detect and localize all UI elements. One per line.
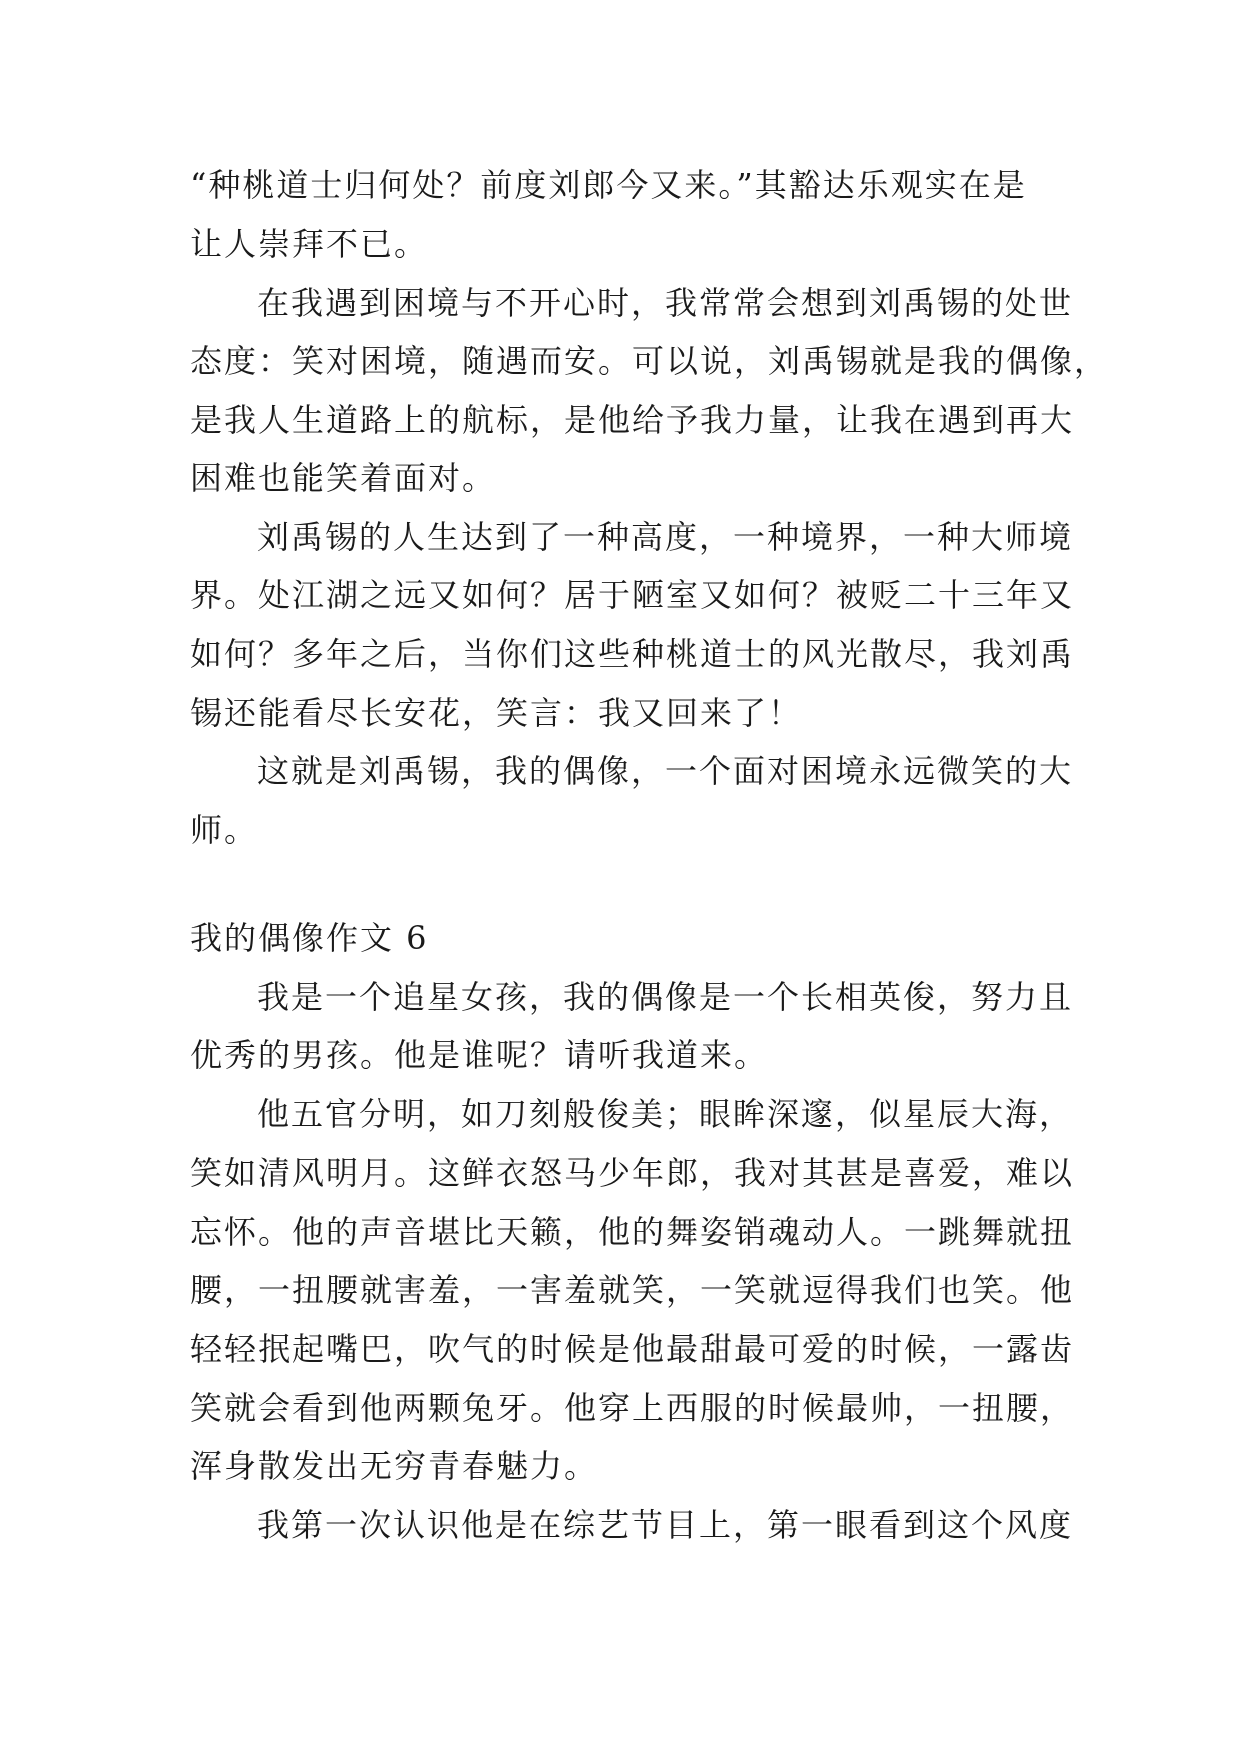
text-line: 笑就会看到他两颗兔牙。他穿上西服的时候最帅，一扭腰， [190, 1389, 1075, 1427]
text-line: 腰，一扭腰就害羞，一害羞就笑，一笑就逗得我们也笑。他 [190, 1271, 1075, 1309]
text-line: 忘怀。他的声音堪比天籁，他的舞姿销魂动人。一跳舞就扭 [190, 1213, 1075, 1251]
text-line: 他五官分明，如刀刻般俊美；眼眸深邃，似星辰大海， [257, 1095, 1074, 1133]
text-line: 态度：笑对困境，随遇而安。可以说，刘禹锡就是我的偶像， [190, 342, 1109, 380]
text-line: “种桃道士归何处？前度刘郎今又来。”其豁达乐观实在是 [190, 166, 1027, 204]
text-line: 优秀的男孩。他是谁呢？请听我道来。 [190, 1036, 769, 1074]
text-line: 如何？多年之后，当你们这些种桃道士的风光散尽，我刘禹 [190, 635, 1075, 673]
text-line: 让人崇拜不已。 [190, 225, 429, 263]
section-heading: 我的偶像作文 6 [190, 919, 429, 957]
text-line: 锡还能看尽长安花，笑言：我又回来了！ [190, 694, 803, 732]
text-line: 轻轻抿起嘴巴，吹气的时候是他最甜最可爱的时候，一露齿 [190, 1330, 1075, 1368]
text-line: 我第一次认识他是在综艺节目上，第一眼看到这个风度 [257, 1506, 1074, 1544]
text-line: 在我遇到困境与不开心时，我常常会想到刘禹锡的处世 [257, 284, 1074, 322]
text-line: 师。 [190, 811, 259, 849]
text-line: 界。处江湖之远又如何？居于陋室又如何？被贬二十三年又 [190, 576, 1075, 614]
text-line: 我是一个追星女孩，我的偶像是一个长相英俊，努力且 [257, 978, 1074, 1016]
text-line: 这就是刘禹锡，我的偶像，一个面对困境永远微笑的大 [257, 752, 1074, 790]
text-line: 困难也能笑着面对。 [190, 459, 497, 497]
text-line: 笑如清风明月。这鲜衣怒马少年郎，我对其甚是喜爱，难以 [190, 1154, 1075, 1192]
text-line: 刘禹锡的人生达到了一种高度，一种境界，一种大师境 [257, 518, 1074, 556]
text-line: 是我人生道路上的航标，是他给予我力量，让我在遇到再大 [190, 401, 1075, 439]
text-line: 浑身散发出无穷青春魅力。 [190, 1447, 599, 1485]
